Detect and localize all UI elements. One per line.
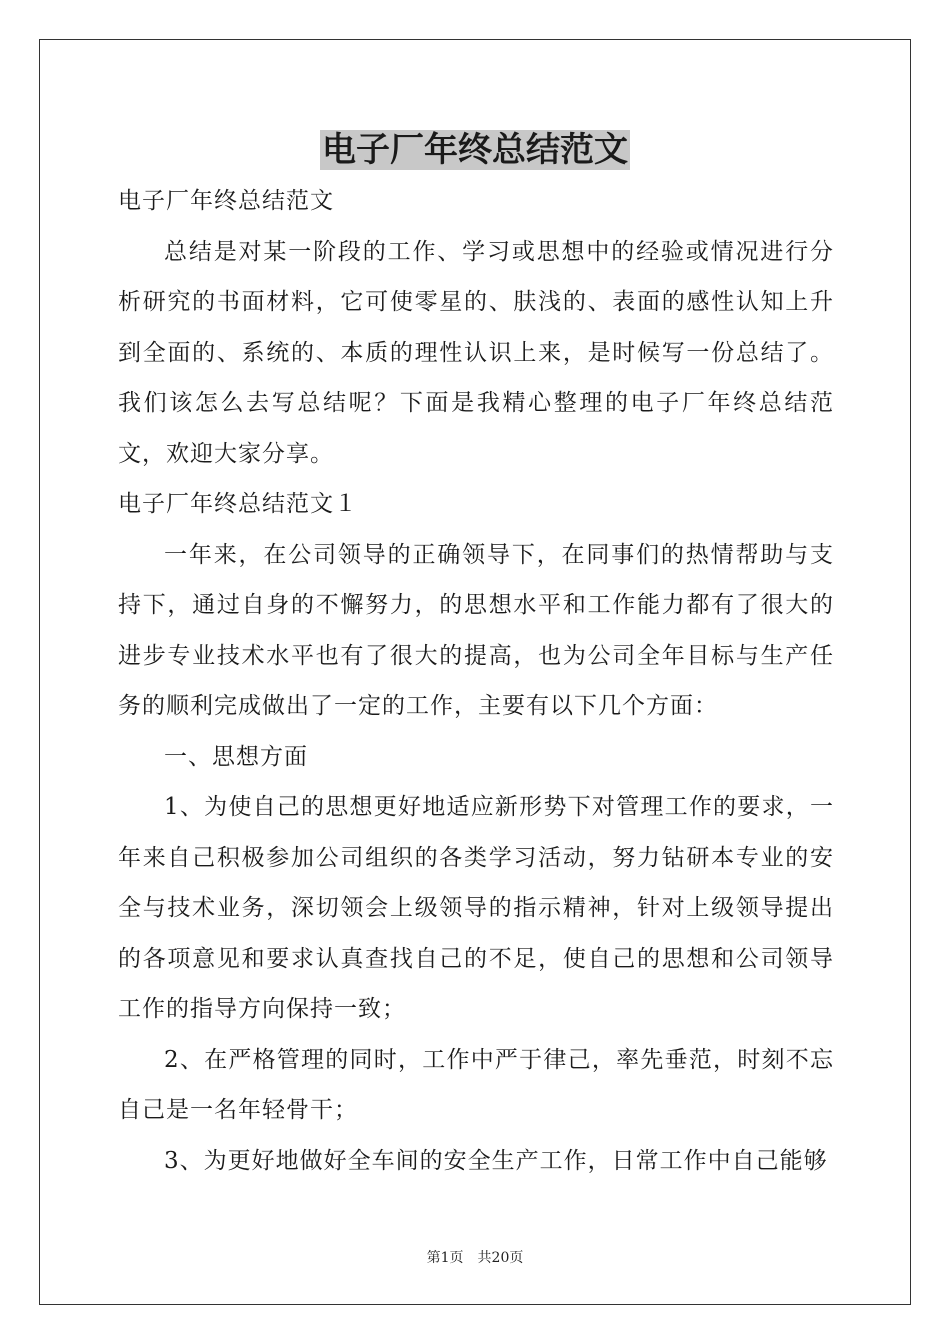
paragraph-body: 一年来，在公司领导的正确领导下，在同事们的热情帮助与支持下，通过自身的不懈努力，的思想水平和工作能力都有了很大的进步专业技术水平也有了很大的提高，也为公司全年目标与生产任务的顺利完成做出了一定的工作，主要有以下几个方面： bbox=[118, 541, 834, 719]
document-title bbox=[0, 126, 950, 174]
paragraph-intro: 总结是对某一阶段的工作、学习或思想中的经验或情况进行分析研究的书面材料，它可使零星的、肤浅的、表面的感性认知上升到全面的、系统的、本质的理性认识上来，是时候写一份总结了。我们该怎么去写总结呢？下面是我精心整理的电子厂年终总结范文，欢迎大家分享。 bbox=[118, 238, 834, 467]
page-number-footer: 第1页 共20页 bbox=[426, 1250, 524, 1266]
paragraph-item-3: 3、为更好地做好全车间的安全生产工作，日常工作中自己能够 bbox=[164, 1147, 828, 1174]
paragraph-subheading: 一、思想方面 bbox=[164, 743, 308, 770]
paragraph-subtitle: 电子厂年终总结范文 bbox=[118, 188, 334, 214]
document-title-text: 电子厂年终总结范文 bbox=[322, 130, 628, 170]
paragraph-section-heading: 电子厂年终总结范文１ bbox=[118, 491, 358, 517]
document-body bbox=[118, 176, 834, 1186]
paragraph-item-2: 2、在严格管理的同时，工作中严于律己，率先垂范，时刻不忘自己是一名年轻骨干； bbox=[118, 1046, 834, 1123]
paragraph-item-1: 1、为使自己的思想更好地适应新形势下对管理工作的要求，一年来自己积极参加公司组织的各类学习活动，努力钻研本专业的安全与技术业务，深切领会上级领导的指示精神，针对上级领导提出的各项意见和要求认真查找自己的不足，使自己的思想和公司领导工作的指导方向保持一致； bbox=[118, 794, 834, 1022]
